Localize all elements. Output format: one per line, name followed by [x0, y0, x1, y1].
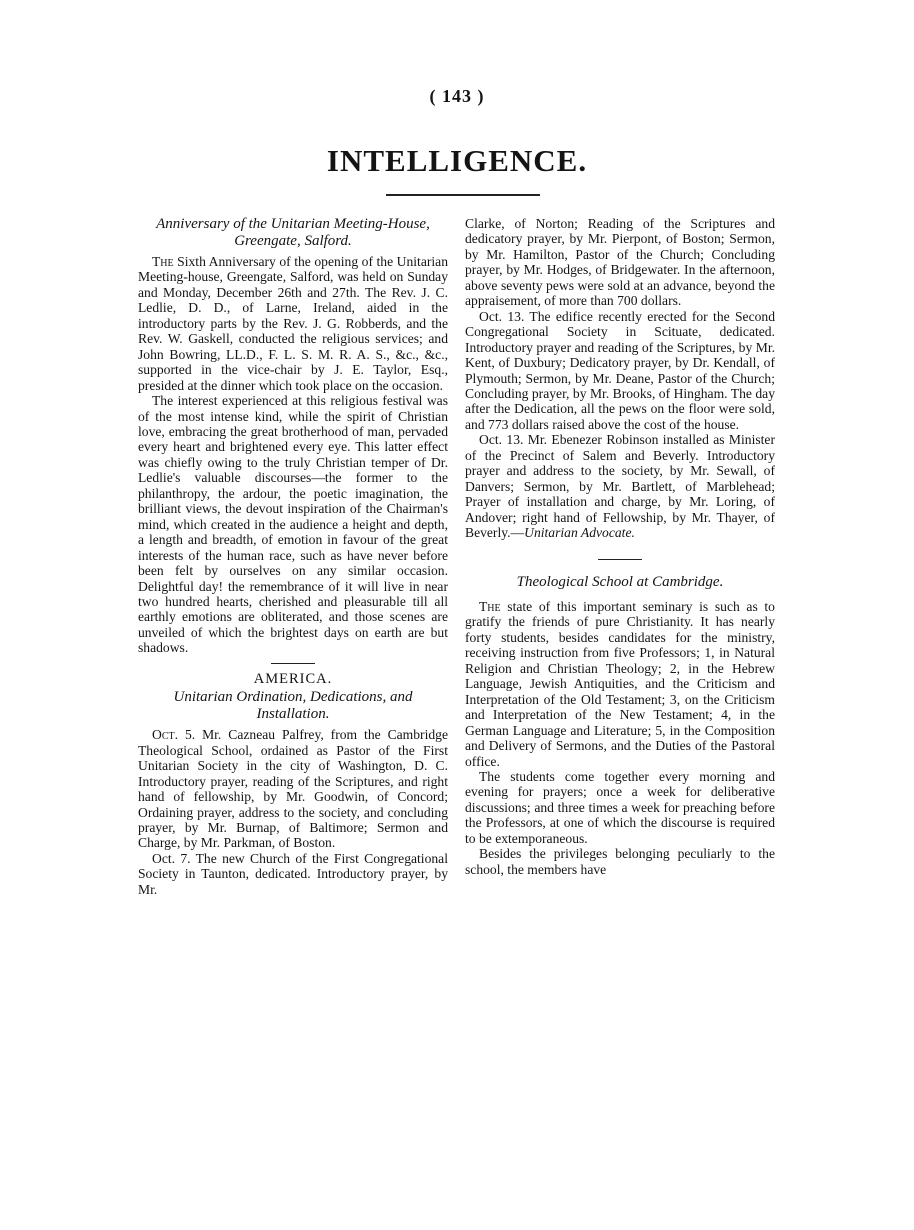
paragraph-oct-5 — [138, 727, 448, 851]
lead-word: The — [479, 599, 501, 615]
section-divider — [598, 559, 642, 560]
paragraph-school-2: The students come together every morning and evening for prayers; once a week for deliberative discussions; and three times a week for preaching before the Professors, at one of which the discourse is required to be extemporaneous. — [465, 769, 775, 846]
section-divider — [271, 663, 315, 664]
section-heading-america: AMERICA. — [253, 670, 333, 687]
paragraph-school-1 — [465, 599, 775, 769]
section-title-anniversary: Anniversary of the Unitarian Meeting-House, Greengate, Salford. — [156, 216, 430, 249]
heading-rule — [386, 194, 540, 196]
paragraph-anniversary-1 — [138, 254, 448, 393]
right-column — [465, 216, 775, 877]
paragraph-text: 5. Mr. Cazneau Palfrey, from the Cambridge Theological School, ordained as Pastor of the First Unitarian Society in the city of Washington, D. C. Introductory prayer, reading of the Scriptures, and right hand of fellowship, by Mr. Goodwin, of Concord; Ordaining prayer, address to the society, and concluding prayer, by Mr. Burnap, of Baltimore; Sermon and Charge, by Mr. Parkman, of Boston. — [138, 727, 448, 851]
source-citation: Unitarian Advocate. — [524, 525, 635, 541]
page-number: ( 143 ) — [429, 86, 485, 106]
paragraph-continued: Clarke, of Norton; Reading of the Scriptures and dedicatory prayer, by Mr. Pierpont, of Boston; Sermon, by Mr. Hamilton, Pastor of the Church; Concluding prayer, by Mr. Hodges, of Bridgewater. In the afternoon, above seventy pews were sold at an advance, beyond the appraisement, of more than 700 dollars. — [465, 216, 775, 309]
paragraph-school-3: Besides the privileges belonging peculiarly to the school, the members have — [465, 846, 775, 877]
paragraph-oct-7: Oct. 7. The new Church of the First Congregational Society in Taunton, dedicated. Introductory prayer, by Mr. — [138, 850, 448, 897]
paragraph-text: Oct. 13. Mr. Ebenezer Robinson installed as Minister of the Precinct of Salem and Beverly. Introductory prayer and address to the society, by Mr. Sewall, of Danvers; Sermon, by Mr. Bartlett, of Marblehead; Prayer of installation and charge, by Mr. Loring, of Andover; right hand of Fellowship, by Mr. Thayer, of Beverly.— — [465, 432, 775, 541]
paragraph-oct-13-installation — [465, 432, 775, 540]
paragraph-oct-13-scituate: Oct. 13. The edifice recently erected for the Second Congregational Society in Scituate, dedicated. Introductory prayer and reading of the Scriptures, by Mr. Kent, of Duxbury; Dedicatory prayer, by Dr. Kendall, of Plymouth; Sermon, by Mr. Deane, Pastor of the Church; Concluding prayer, by Mr. Brooks, of Hingham. The day after the Dedication, all the pews on the floor were sold, and 773 dollars raised above the cost of the house. — [465, 308, 775, 432]
paragraph-anniversary-2: The interest experienced at this religious festival was of the most intense kind, while the spirit of Christian love, embracing the great brotherhood of man, pervaded every heart and brightened every eye. This latter effect was chiefly owing to the truly Christian temper of Dr. Ledlie's valuable discourses—the former to the philanthropy, the ardour, the poetic imagination, the brilliant views, the devout inspiration of the Chairman's mind, which created in the audience a height and depth, a length and breadth, of emotion in favour of the great interests of the human race, such as have never before been felt by ourselves on any similar occasion. Delightful day! the remembrance of it will live in near two hundred hearts, cherished and pleasurable till all earthly emotions are obliterated, and those scenes are unveiled of which the brightest days on earth are but shadows. — [138, 393, 448, 656]
paragraph-text: state of this important seminary is such as to gratify the friends of pure Christianity. It has nearly forty students, besides candidates for the ministry, receiving instruction from five Professors; 1, in Natural Religion and Christian Theology; 2, in the Hebrew Language, Jewish Antiquities, and the Criticism and Interpretation of the Old Testament; 3, on the Criticism and Interpretation of the New Testament; 4, in the German Language and Literature; 5, in the Composition and Delivery of Sermons, and the Duties of the Pastoral office. — [465, 599, 775, 769]
page-heading: INTELLIGENCE. — [326, 143, 588, 178]
left-column — [138, 216, 448, 897]
lead-word: The — [152, 254, 174, 269]
paragraph-text: Sixth Anniversary of the opening of the Unitarian Meeting-house, Greengate, Salford, was held on Sunday and Monday, December 26th and 27th. The Rev. J. C. Ledlie, D. D., of Larne, Ireland, aided in the introductory parts by the Rev. J. G. Robberds, and the Rev. W. Gaskell, conducted the religious services; and John Bowring, LL.D., F. L. S. M. R. A. S., &c., &c., supported in the vice-chair by J. E. Taylor, Esq., presided at the dinner which took place on the occasion. — [138, 254, 448, 393]
section-title-theological-school: Theological School at Cambridge. — [516, 573, 724, 590]
lead-word: Oct. — [152, 727, 178, 743]
section-title-ordination: Unitarian Ordination, Dedications, and Installation. — [173, 689, 413, 722]
